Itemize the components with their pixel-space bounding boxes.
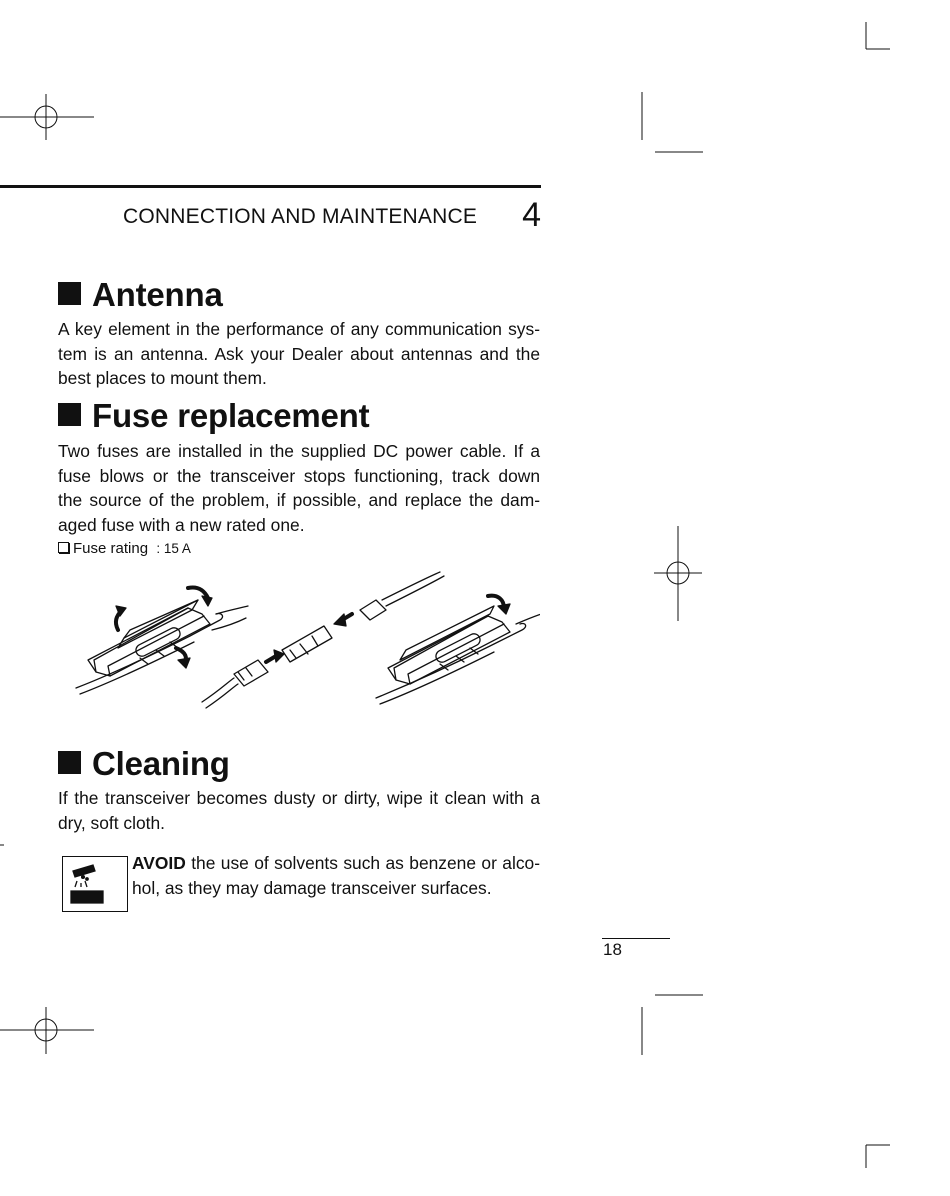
warning-text: AVOID the use of solvents such as benzene or alco- hol, as they may damage transceiver surfaces.: [132, 853, 540, 898]
antenna-heading: Antenna: [58, 276, 223, 314]
heading-square-icon: [58, 282, 81, 305]
page-number: 18: [603, 940, 622, 959]
warning-avoid: AVOID: [132, 853, 186, 873]
section-number: 4: [522, 196, 541, 234]
section-title: CONNECTION AND MAINTENANCE: [123, 205, 478, 228]
fuse-replacement-illustration: [70, 570, 540, 710]
heading-square-icon: [58, 751, 81, 774]
fuse-holder-closed-drawing: [376, 606, 540, 704]
fuse-rating-value: : 15 A: [156, 541, 191, 556]
page-number-rule: [602, 938, 670, 939]
header-rule: [0, 185, 541, 188]
fuse-holder-open-drawing: [76, 600, 248, 694]
fuse-rating-label: Fuse rating: [73, 540, 149, 557]
antenna-body: A key element in the performance of any communication sys- tem is an antenna. Ask your Dealer about antennas and the best places to mount them.: [58, 319, 540, 388]
cleaning-heading: Cleaning: [58, 745, 230, 783]
fuse-rating: [58, 540, 191, 557]
corrosive-warning-icon: [62, 856, 128, 912]
fuse-cartridge-drawing: [202, 572, 444, 708]
heading-square-icon: [58, 403, 81, 426]
section-header: [123, 196, 541, 240]
fuse-heading: Fuse replacement: [58, 397, 369, 435]
fuse-body: Two fuses are installed in the supplied DC power cable. If a fuse blows or the transceiver stops functioning, track down the source of the problem, if possible, and replace the dam- aged fuse with a new rated one.: [58, 441, 540, 535]
checkbox-bullet-icon: [58, 542, 69, 553]
cleaning-body: If the transceiver becomes dusty or dirty, wipe it clean with a dry, soft cloth.: [58, 788, 540, 833]
